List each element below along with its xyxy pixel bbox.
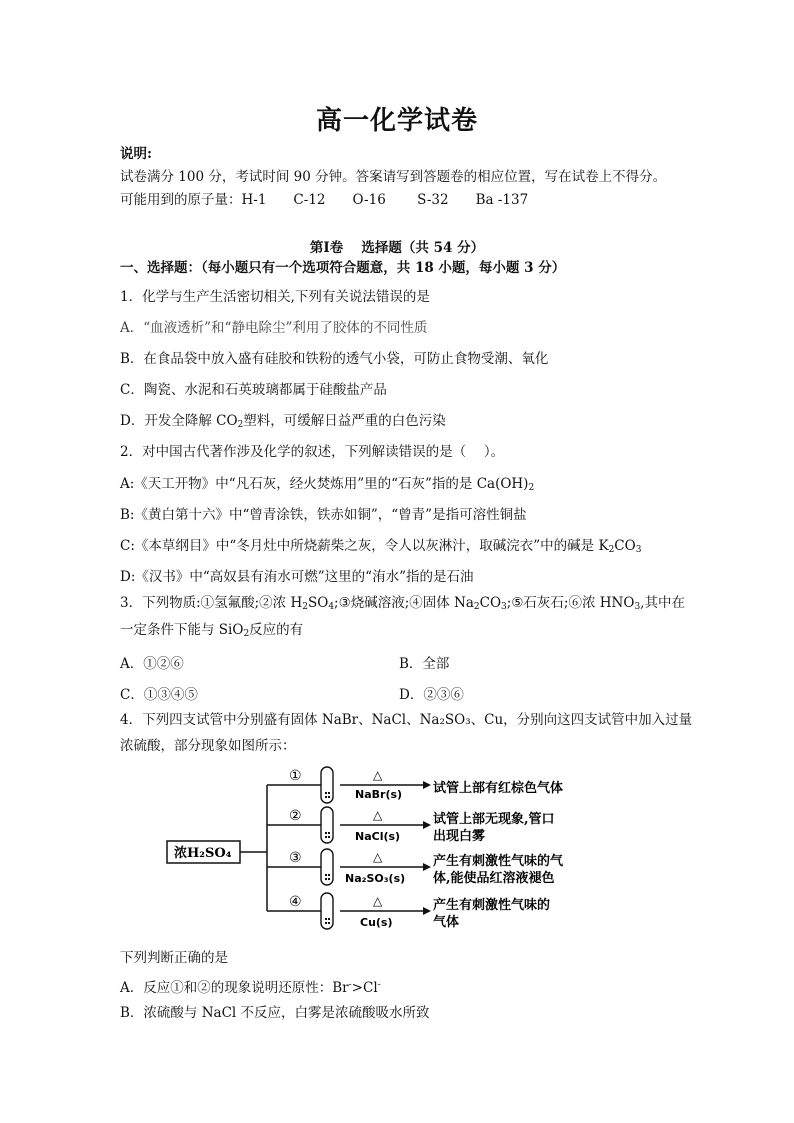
result-text-2: 气体 xyxy=(433,915,460,930)
q2-option-c: C:《本草纲目》中“冬月灶中所烧薪柴之灰，令人以灰淋汁，取碱浣衣”中的碱是 $K_2CO_3$ xyxy=(120,538,642,555)
row-number: ① xyxy=(289,768,302,784)
heat-symbol: △ xyxy=(373,894,383,908)
q1-stem: 1．化学与生产生活密切相关,下列有关说法错误的是 xyxy=(120,289,430,305)
q3-stem: 3．下列物质:①氢氟酸;②浓 $H_2SO_4;③$烧碱溶液;④固体 $Na_2CO_3;⑤$石灰石;⑥浓 $HNO_3$,其中在 xyxy=(120,595,685,612)
q3-option-b: B．全部 xyxy=(399,656,450,672)
diagram-row-4 xyxy=(267,893,550,930)
q4-option-b: B．浓硫酸与 NaCl 不反应，白雾是浓硫酸吸水所致 xyxy=(120,1005,430,1021)
q3-option-d: D．②③⑥ xyxy=(399,687,464,703)
notes-line-2: 可能用到的原子量：H-1 C-12 O-16 S-32 Ba -137 xyxy=(120,192,529,208)
result-text: 产生有刺激性气味的气 xyxy=(433,854,564,869)
result-text-2: 出现白雾 xyxy=(433,829,486,844)
part-heading: 一、选择题：（每小题只有一个选项符合题意，共 18 小题，每小题 3 分） xyxy=(120,260,566,276)
q1-option-b: B．在食品袋中放入盛有硅胶和铁粉的透气小袋，可防止食物受潮、氧化 xyxy=(120,351,549,367)
q2-option-a: A:《天工开物》中“凡石灰，经火焚炼用”里的“石灰”指的是 $Ca(OH)_2$ xyxy=(120,476,535,493)
result-text: 试管上部无现象,管口 xyxy=(433,812,555,827)
q2-option-d: D:《汉书》中“高奴县有洧水可燃”这里的“洧水”指的是石油 xyxy=(120,569,474,585)
section-title: 第Ⅰ卷 选择题（共 54 分） xyxy=(309,240,485,256)
heat-symbol: △ xyxy=(373,768,383,782)
source-label: 浓H₂SO₄ xyxy=(174,846,232,861)
reagent-label: NaCl(s) xyxy=(355,830,401,843)
q4-stem-2: 浓硫酸，部分现象如图所示： xyxy=(120,738,296,754)
q1-option-c: C．陶瓷、水泥和石英玻璃都属于硅酸盐产品 xyxy=(120,382,387,398)
q4-option-a: A．反应①和②的现象说明还原性：Br->Cl- xyxy=(120,980,381,996)
row-number: ③ xyxy=(289,850,302,866)
row-number: ④ xyxy=(289,894,302,910)
heat-symbol: △ xyxy=(373,808,383,822)
q3-option-a: A．①②⑥ xyxy=(120,656,184,672)
heat-symbol: △ xyxy=(373,850,383,864)
diagram-row-2 xyxy=(267,807,555,844)
page-title: 高一化学试卷 xyxy=(315,106,478,136)
diagram-row-1 xyxy=(267,767,563,803)
q4-stem-1: 4．下列四支试管中分别盛有固体 NaBr、NaCl、Na₂SO₃、Cu，分别向这四支试管中加入过量 xyxy=(120,712,693,728)
result-text: 试管上部有红棕色气体 xyxy=(433,781,564,796)
q4-judge: 下列判断正确的是 xyxy=(120,950,228,966)
q3-stem-2: 一定条件下能与 SiO$_2$反应的有 xyxy=(120,622,304,639)
reagent-label: Na₂SO₃(s) xyxy=(345,872,406,885)
row-number: ② xyxy=(289,808,302,824)
reagent-label: NaBr(s) xyxy=(355,788,403,801)
result-text-2: 体,能使品红溶液褪色 xyxy=(433,871,555,886)
notes-heading: 说明: xyxy=(120,146,152,162)
q1-option-a: A．“血液透析”和“静电除尘”利用了胶体的不同性质 xyxy=(120,320,428,336)
diagram-row-3 xyxy=(267,849,564,886)
notes-line-1: 试卷满分 100 分，考试时间 90 分钟。答案请写到答题卷的相应位置，写在试卷上不得分。 xyxy=(120,169,667,185)
reaction-diagram xyxy=(165,765,615,937)
q2-option-b: B:《黄白第十六》中“曾青涂铁，铁赤如铜”，“曾青”是指可溶性铜盐 xyxy=(120,507,527,523)
q1-option-d: D．开发全降解 $CO_2$塑料，可缓解日益严重的白色污染 xyxy=(120,413,446,430)
result-text: 产生有刺激性气味的 xyxy=(433,898,551,913)
q3-option-c: C．①③④⑤ xyxy=(120,687,198,703)
q2-stem: 2．对中国古代著作涉及化学的叙述，下列解读错误的是（ ）。 xyxy=(120,444,505,460)
reagent-label: Cu(s) xyxy=(360,916,393,929)
